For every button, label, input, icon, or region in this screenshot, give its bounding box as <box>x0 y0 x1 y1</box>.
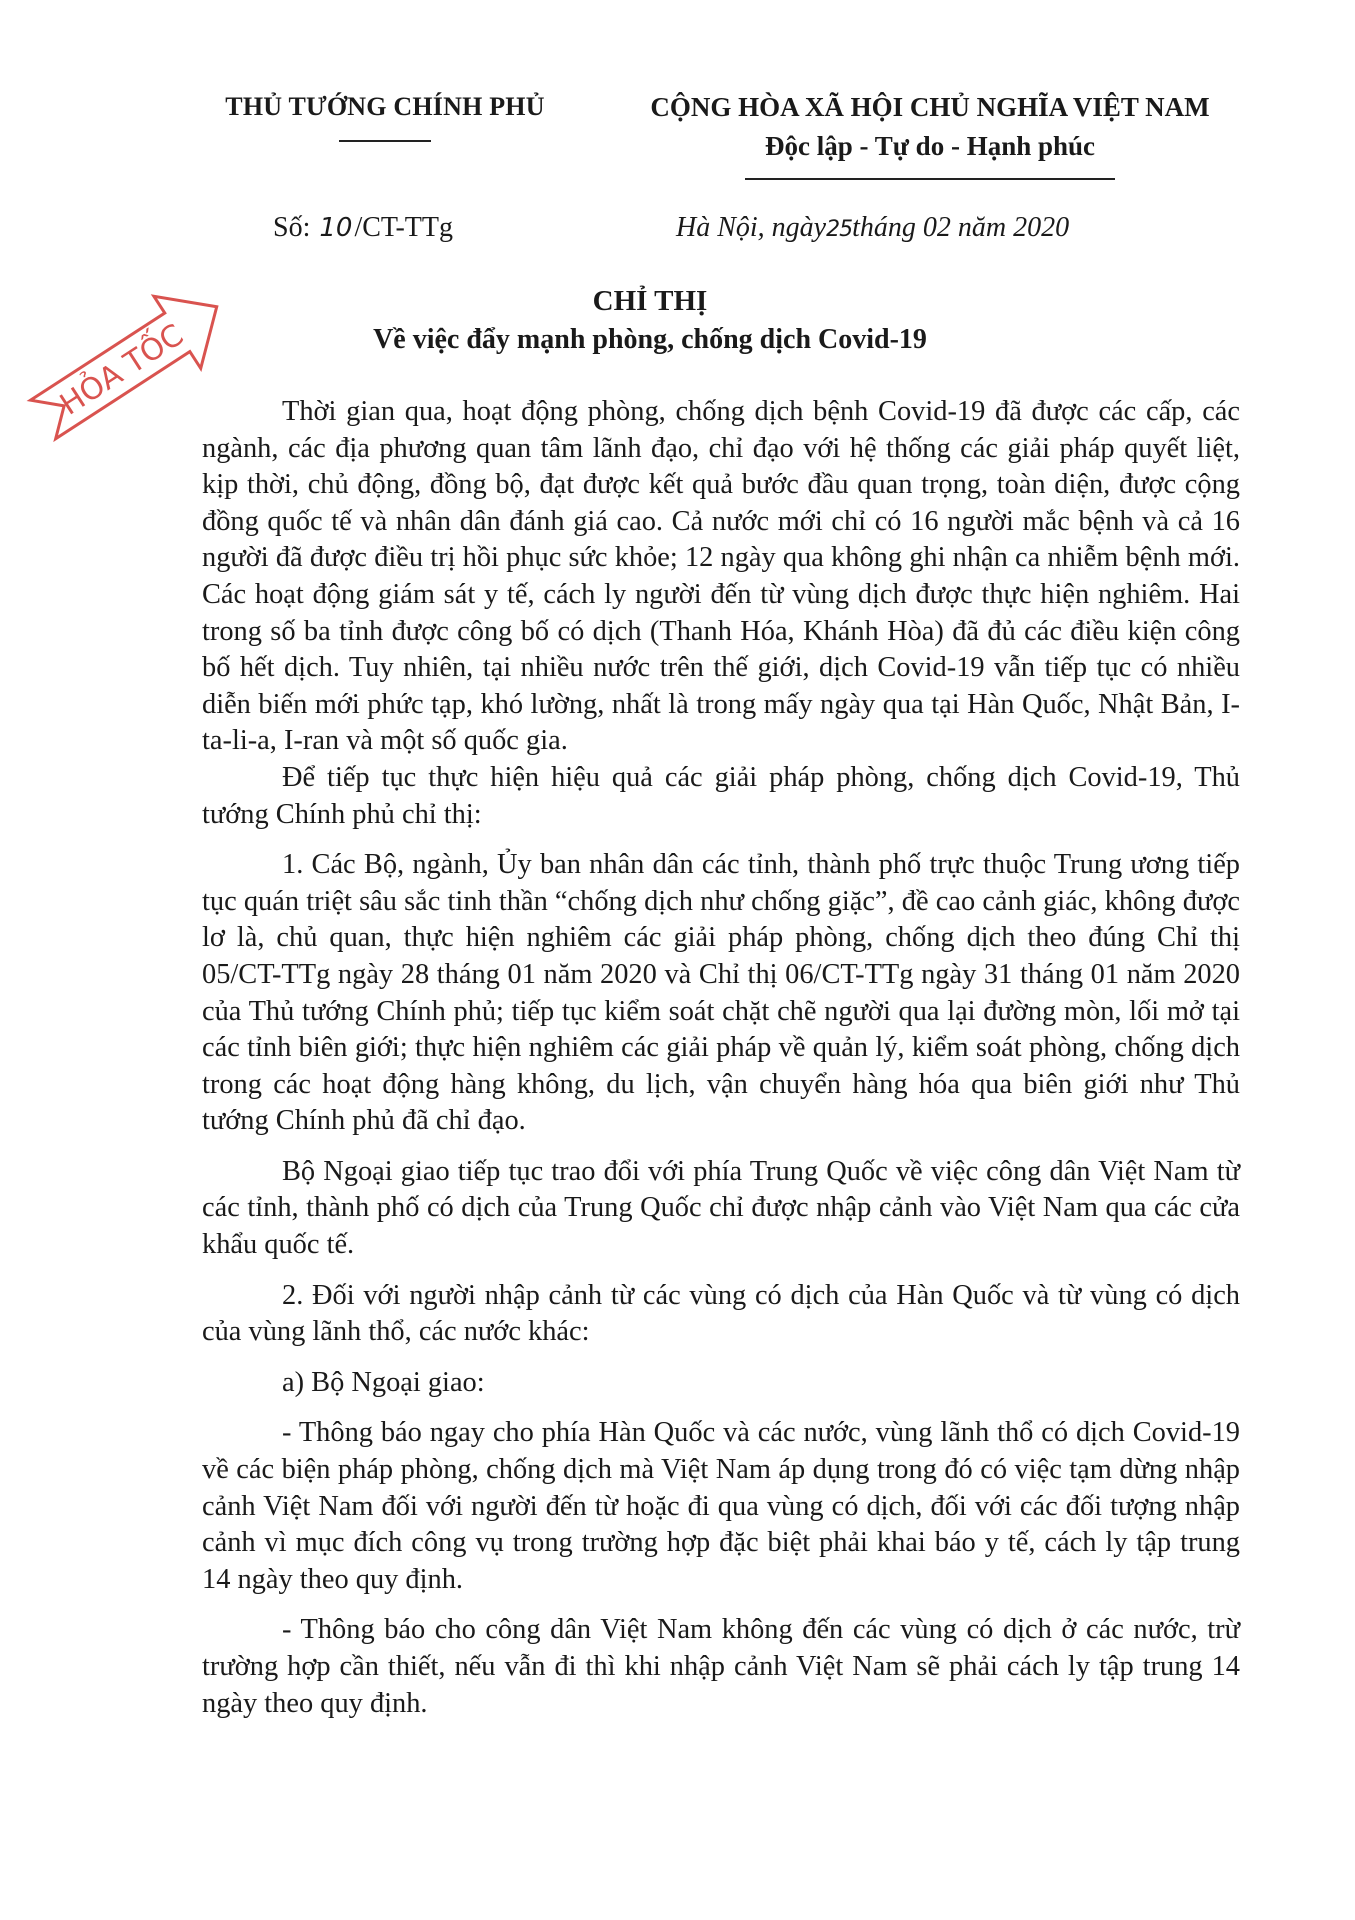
paragraph-item-2: 2. Đối với người nhập cảnh từ các vùng có dịch của Hàn Quốc và từ vùng có dịch của vùng lãnh thổ, các nước khác: <box>202 1279 1240 1348</box>
paragraph-bullet-1: - Thông báo ngay cho phía Hàn Quốc và các nước, vùng lãnh thổ có dịch Covid-19 về các biện pháp phòng, chống dịch mà Việt Nam áp dụng trong đó có việc tạm dừng nhập cảnh Việt Nam đối với người đến từ hoặc đi qua vùng có dịch, đối với các đối tượng nhập cảnh vì mục đích công vụ trong trường hợp đặc biệt phải khai báo y tế, cách ly tập trung 14 ngày theo quy định. <box>202 1417 1240 1595</box>
date-line <box>676 212 1069 244</box>
date-prefix: Hà Nội, ngày <box>676 212 827 243</box>
motto-underline <box>745 178 1115 180</box>
issuer-name: THỦ TƯỚNG CHÍNH PHỦ <box>225 92 545 121</box>
stamp-text: HỎA TỐC <box>54 317 190 423</box>
issuer-underline <box>339 140 431 142</box>
paragraph-intro: Thời gian qua, hoạt động phòng, chống dịch bệnh Covid-19 đã được các cấp, các ngành, các địa phương quan tâm lãnh đạo, chỉ đạo với hệ thống các giải pháp quyết liệt, kịp thời, chủ động, đồng bộ, đạt được kết quả bước đầu quan trọng, toàn diện, được cộng đồng quốc tế và nhân dân đánh giá cao. Cả nước mới chỉ có 16 người mắc bệnh và cả 16 người đã được điều trị hồi phục sức khỏe; 12 ngày qua không ghi nhận ca nhiễm bệnh mới. Các hoạt động giám sát y tế, cách ly người đến từ vùng dịch được thực hiện nghiêm. Hai trong số ba tỉnh được công bố có dịch (Thanh Hóa, Khánh Hòa) đã đủ các điều kiện công bố hết dịch. Tuy nhiên, tại nhiều nước trên thế giới, dịch Covid-19 vẫn tiếp tục có nhiều diễn biến mới phức tạp, khó lường, nhất là trong mấy ngày qua tại Hàn Quốc, Nhật Bản, I-ta-li-a, I-ran và một số quốc gia. <box>202 396 1240 757</box>
document-title: CHỈ THỊ <box>592 285 708 317</box>
doc-number-suffix: /CT-TTg <box>354 212 453 243</box>
document-title-block <box>300 285 1000 356</box>
document-number <box>273 212 453 244</box>
doc-number-value: 10 <box>319 213 353 243</box>
document-subtitle: Về việc đẩy mạnh phòng, chống dịch Covid-19 <box>373 324 927 355</box>
date-suffix: tháng 02 năm 2020 <box>852 212 1070 243</box>
doc-number-prefix: Số: <box>273 212 311 243</box>
paragraph-foreign-affairs: Bộ Ngoại giao tiếp tục trao đổi với phía Trung Quốc về việc công dân Việt Nam từ các tỉnh, thành phố có dịch của Trung Quốc chỉ được nhập cảnh vào Việt Nam qua các cửa khẩu quốc tế. <box>202 1155 1240 1261</box>
country-name: CỘNG HÒA XÃ HỘI CHỦ NGHĨA VIỆT NAM <box>650 92 1210 122</box>
national-motto: Độc lập - Tự do - Hạnh phúc <box>764 131 1096 161</box>
paragraph-directive-lead: Để tiếp tục thực hiện hiệu quả các giải pháp phòng, chống dịch Covid-19, Thủ tướng Chính phủ chỉ thị: <box>202 761 1240 830</box>
national-header <box>610 92 1250 180</box>
issuer-block <box>190 92 580 142</box>
paragraph-item-2a: a) Bộ Ngoại giao: <box>282 1366 485 1398</box>
paragraph-bullet-2: - Thông báo cho công dân Việt Nam không đến các vùng có dịch ở các nước, trừ trường hợp cần thiết, nếu vẫn đi thì khi nhập cảnh Việt Nam sẽ phải cách ly tập trung 14 ngày theo quy định. <box>202 1614 1240 1719</box>
date-day: 25 <box>826 217 853 242</box>
document-body <box>202 394 1240 1722</box>
paragraph-item-1: 1. Các Bộ, ngành, Ủy ban nhân dân các tỉnh, thành phố trực thuộc Trung ương tiếp tục quán triệt sâu sắc tinh thần “chống dịch như chống giặc”, đề cao cảnh giác, không được lơ là, chủ quan, thực hiện nghiêm các giải pháp phòng, chống dịch theo đúng Chỉ thị 05/CT-TTg ngày 28 tháng 01 năm 2020 và Chỉ thị 06/CT-TTg ngày 31 tháng 01 năm 2020 của Thủ tướng Chính phủ; tiếp tục kiểm soát chặt chẽ người qua lại đường mòn, lối mở tại các tỉnh biên giới; thực hiện nghiêm các giải pháp về quản lý, kiểm soát phòng, chống dịch trong các hoạt động hàng không, du lịch, vận chuyển hàng hóa qua biên giới như Thủ tướng Chính phủ đã chỉ đạo. <box>202 849 1240 1137</box>
